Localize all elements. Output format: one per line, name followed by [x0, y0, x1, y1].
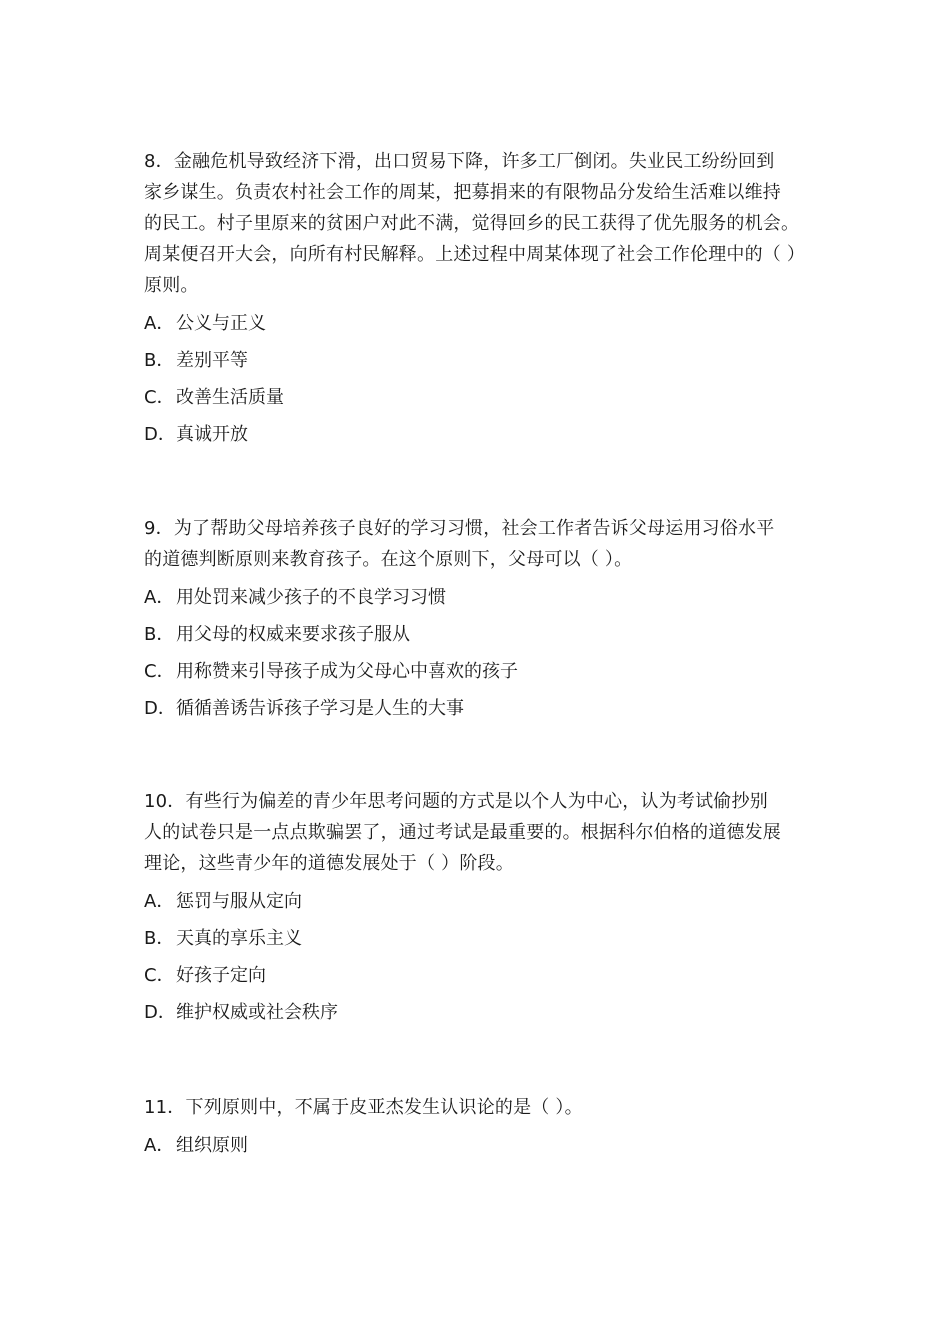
option-letter: A．	[144, 587, 175, 608]
question-stem-line: 11．下列原则中，不属于皮亚杰发生认识论的是（ ）。	[144, 1097, 583, 1118]
question-stem-line: 原则。	[144, 275, 199, 296]
option-letter: B．	[144, 350, 175, 371]
question-9	[144, 513, 812, 727]
option-a	[144, 1127, 812, 1164]
question-stem-line: 人的试卷只是一点点欺骗罢了，通过考试是最重要的。根据科尔伯格的道德发展	[144, 822, 781, 843]
option-a	[144, 883, 812, 920]
option-text: 改善生活质量	[176, 387, 284, 408]
option-text: 好孩子定向	[176, 965, 266, 986]
option-letter: C．	[144, 965, 175, 986]
option-letter: D．	[144, 1002, 176, 1023]
option-text: 用父母的权威来要求孩子服从	[176, 624, 410, 645]
option-a	[144, 305, 812, 342]
question-stem-line: 10．有些行为偏差的青少年思考问题的方式是以个人为中心，认为考试偷抄别	[144, 791, 768, 812]
option-letter: C．	[144, 387, 175, 408]
option-letter: B．	[144, 624, 175, 645]
option-text: 天真的享乐主义	[176, 928, 302, 949]
option-c	[144, 379, 812, 416]
question-stem-line: 的民工。村子里原来的贫困户对此不满，觉得回乡的民工获得了优先服务的机会。	[144, 213, 800, 234]
question-11	[144, 1092, 812, 1164]
option-text: 组织原则	[176, 1135, 248, 1156]
option-letter: C．	[144, 661, 175, 682]
option-text: 用处罚来减少孩子的不良学习习惯	[176, 587, 446, 608]
option-text: 用称赞来引导孩子成为父母心中喜欢的孩子	[176, 661, 518, 682]
option-text: 真诚开放	[176, 424, 248, 445]
question-stem-line: 的道德判断原则来教育孩子。在这个原则下，父母可以（ ）。	[144, 549, 633, 570]
question-10	[144, 786, 812, 1031]
option-letter: A．	[144, 1135, 175, 1156]
option-c	[144, 957, 812, 994]
option-d	[144, 690, 812, 727]
option-letter: B．	[144, 928, 175, 949]
question-stem-line: 家乡谋生。负责农村社会工作的周某，把募捐来的有限物品分发给生活难以维持	[144, 182, 781, 203]
option-b	[144, 616, 812, 653]
option-a	[144, 579, 812, 616]
option-d	[144, 994, 812, 1031]
option-letter: D．	[144, 424, 176, 445]
question-stem-line: 周某便召开大会，向所有村民解释。上述过程中周某体现了社会工作伦理中的（ ）	[144, 244, 806, 265]
question-stem-line: 理论，这些青少年的道德发展处于（ ）阶段。	[144, 853, 514, 874]
option-c	[144, 653, 812, 690]
option-b	[144, 920, 812, 957]
option-letter: A．	[144, 313, 175, 334]
option-text: 惩罚与服从定向	[176, 891, 302, 912]
question-stem-line: 8．金融危机导致经济下滑，出口贸易下降，许多工厂倒闭。失业民工纷纷回到	[144, 151, 775, 172]
option-letter: D．	[144, 698, 176, 719]
question-8	[144, 146, 812, 453]
option-b	[144, 342, 812, 379]
question-stem-line: 9．为了帮助父母培养孩子良好的学习习惯，社会工作者告诉父母运用习俗水平	[144, 518, 775, 539]
option-text: 公义与正义	[176, 313, 266, 334]
option-letter: A．	[144, 891, 175, 912]
option-text: 维护权威或社会秩序	[176, 1002, 338, 1023]
option-text: 差别平等	[176, 350, 248, 371]
option-text: 循循善诱告诉孩子学习是人生的大事	[176, 698, 464, 719]
document-page	[144, 146, 812, 1164]
option-d	[144, 416, 812, 453]
